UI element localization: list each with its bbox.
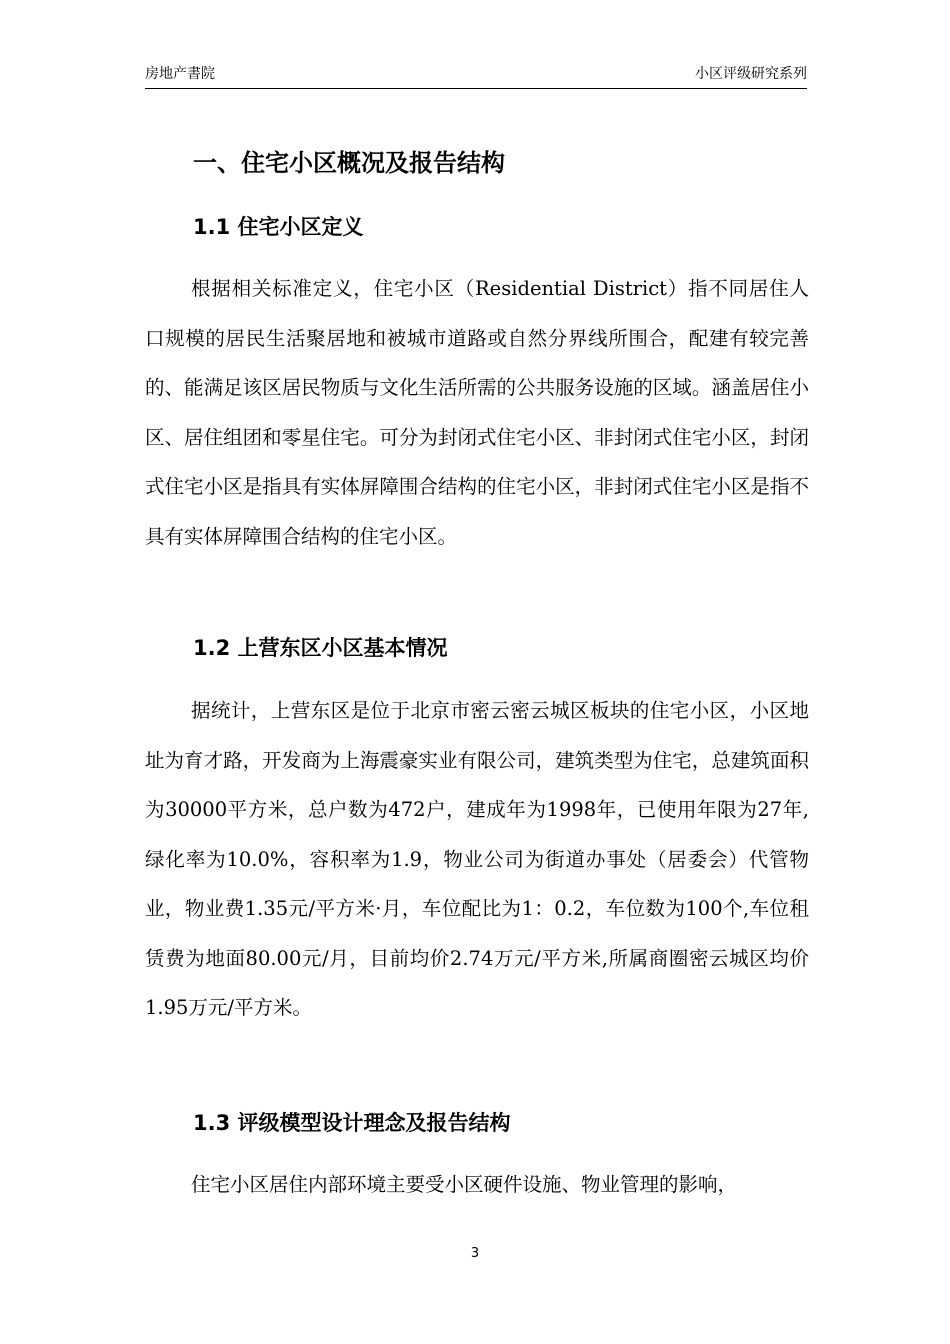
header-publisher: 房地产書院 [145,66,215,82]
subsection-1-2-paragraph: 据统计，上营东区是位于北京市密云密云城区板块的住宅小区，小区地址为育才路，开发商为上海震豪实业有限公司，建筑类型为住宅，总建筑面积为30000平方米，总户数为472户，建成年为1998年，已使用年限为27年,绿化率为10.0%，容积率为1.9，物业公司为街道办事处（居委会）代管物业，物业费1.35元/平方米·月，车位配比为1：0.2，车位数为100个,车位租赁费为地面80.00元/月，目前均价2.74万元/平方米,所属商圈密云城区均价1.95万元/平方米。 [145,699,809,1019]
subsection-1-2-title: 1.2 上营东区小区基本情况 [193,636,448,660]
page-number: 3 [470,1246,480,1261]
header-series-title: 小区评级研究系列 [695,66,807,82]
page-header [145,62,807,89]
subsection-1-1-title: 1.1 住宅小区定义 [193,215,364,239]
subsection-1-1-paragraph: 根据相关标准定义，住宅小区（Residential District）指不同居住人口规模的居民生活聚居地和被城市道路或自然分界线所围合，配建有较完善的、能满足该区居民物质与文化生活所需的公共服务设施的区域。涵盖居住小区、居住组团和零星住宅。可分为封闭式住宅小区、非封闭式住宅小区，封闭式住宅小区是指具有实体屏障围合结构的住宅小区，非封闭式住宅小区是指不具有实体屏障围合结构的住宅小区。 [145,277,809,548]
subsection-1-3-title: 1.3 评级模型设计理念及报告结构 [193,1111,511,1135]
section-title: 一、住宅小区概况及报告结构 [193,149,505,177]
subsection-1-3-paragraph: 住宅小区居住内部环境主要受小区硬件设施、物业管理的影响， [191,1173,738,1196]
